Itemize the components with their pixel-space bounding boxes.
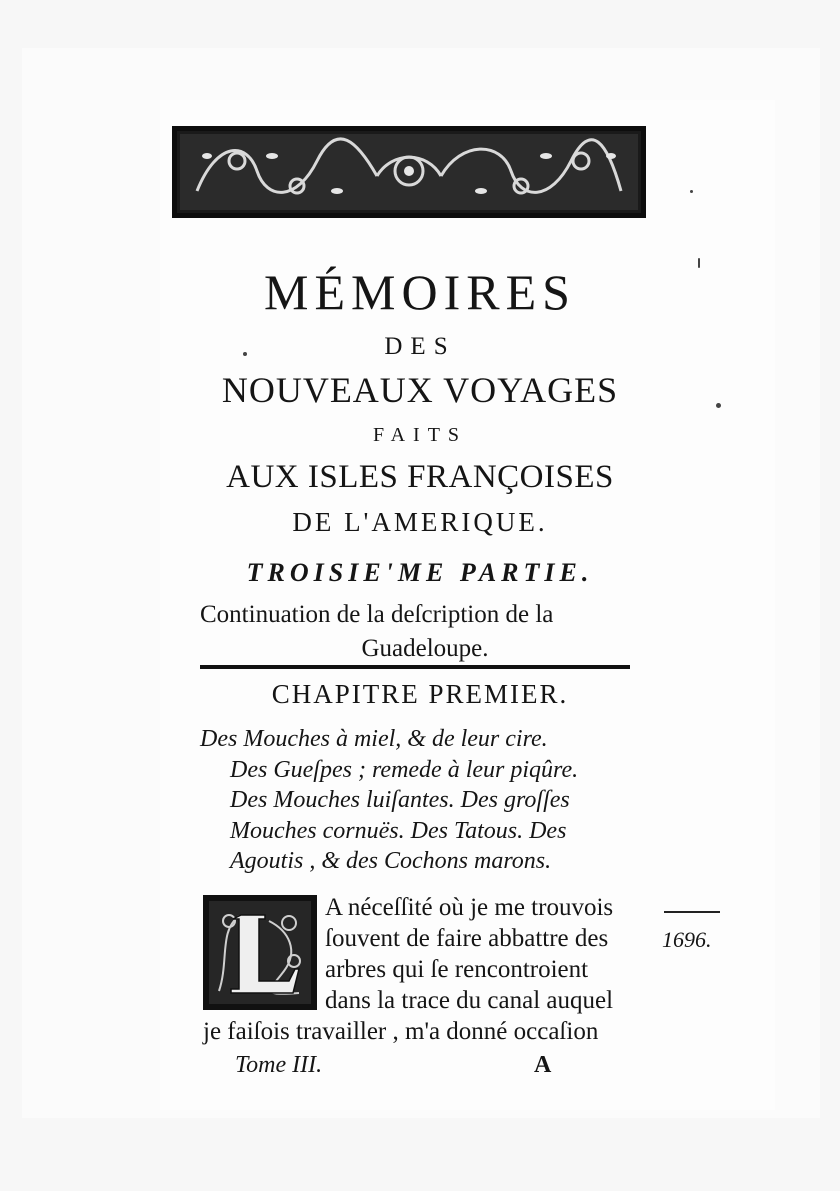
continuation-line-1: Continuation de la deſcription de la [200,601,554,628]
scan-speck [690,190,693,193]
body-last-line: je faiſois travailler , m'a donné occaſion [203,1018,599,1045]
body-line: ſouvent de faire abbattre des [325,925,609,952]
summary-line: Des Mouches luiſantes. Des groſſes [230,787,570,813]
horizontal-rule [200,665,630,669]
continuation-line-2: Guadeloupe. [361,635,489,662]
scan-speck [243,352,247,356]
title-nouveaux-voyages: NOUVEAUX VOYAGES [221,370,619,410]
title-memoires: MÉMOIRES [264,264,576,320]
title-faits: FAITS [372,424,468,446]
decorated-initial-letter-l [203,895,317,1010]
chapter-heading: CHAPITRE PREMIER. [271,679,569,709]
scan-speck [698,258,700,268]
margin-dash [664,911,720,913]
volume-catchword: Tome III. [235,1052,323,1078]
decorative-headpiece-ornament [172,126,646,218]
summary-line: Mouches cornuës. Des Tatous. Des [230,817,567,844]
summary-line: Des Gueſpes ; remede à leur piqûre. [230,756,579,783]
body-line: arbres qui ſe rencontroient [325,956,589,983]
title-des: DES [384,333,456,360]
title-aux-isles-francoises: AUX ISLES FRANÇOISES [226,459,614,495]
body-line: dans la trace du canal auquel [325,987,614,1014]
title-de-lamerique: DE L'AMERIQUE. [292,507,548,537]
summary-line: Agoutis , & des Cochons marons. [230,848,552,874]
part-heading: TROISIE'ME PARTIE. [246,558,594,587]
margin-year-note: 1696. [662,927,712,952]
summary-line: Des Mouches à miel, & de leur cire. [200,726,548,752]
scan-speck [716,403,721,408]
body-text [325,892,665,1016]
signature-mark: A [534,1052,552,1078]
chapter-summary [200,724,660,877]
body-line: A néceſſité où je me trouvois [325,894,614,921]
